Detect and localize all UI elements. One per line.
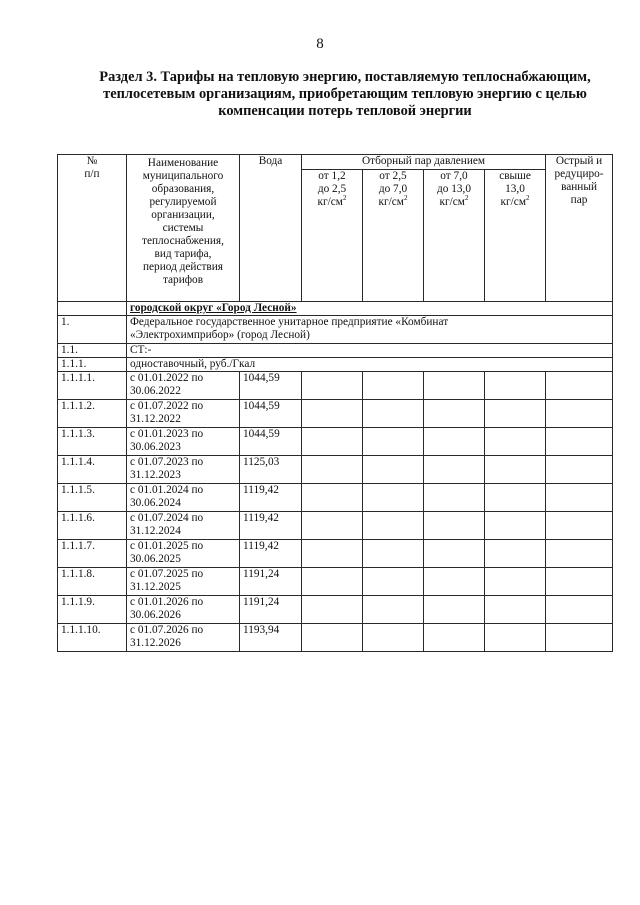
- table-row: [58, 484, 613, 512]
- table-row: [58, 456, 613, 484]
- organization-name-line: Федеральное государственное унитарное предприятие «Комбинат: [130, 316, 449, 328]
- row-sharp-steam-value: [546, 428, 613, 456]
- row-water-value: 1193,94: [240, 624, 302, 652]
- unit-text: кг/см: [317, 196, 343, 208]
- row-period-line: 30.06.2024: [130, 497, 181, 509]
- header-steam-line: свыше: [499, 170, 531, 182]
- row-steam-3-value: [424, 624, 485, 652]
- unit-text: кг/см: [439, 196, 465, 208]
- row-sharp-steam-value: [546, 512, 613, 540]
- header-sharp-line: редуциро-: [554, 168, 604, 180]
- tariff-type-row: [58, 358, 613, 372]
- row-steam-2-value: [363, 428, 424, 456]
- row-steam-1-value: [302, 568, 363, 596]
- organization-name-line: «Электрохимприбор» (город Лесной): [130, 329, 310, 341]
- row-steam-3-value: [424, 456, 485, 484]
- unit-text: кг/см: [378, 196, 404, 208]
- row-steam-1-value: [302, 596, 363, 624]
- row-steam-1-value: [302, 456, 363, 484]
- district-cell: [127, 302, 613, 316]
- header-number: [58, 155, 127, 302]
- row-period-line: с 01.07.2024 по: [130, 512, 204, 524]
- row-steam-4-value: [485, 484, 546, 512]
- row-steam-3-value: [424, 540, 485, 568]
- table-row: [58, 624, 613, 652]
- row-steam-1-value: [302, 624, 363, 652]
- table-row: [58, 428, 613, 456]
- row-period-line: с 01.01.2024 по: [130, 484, 204, 496]
- row-water-value: 1044,59: [240, 400, 302, 428]
- header-number-line: п/п: [84, 168, 100, 180]
- row-number: 1.1.1.7.: [58, 540, 127, 568]
- table-row: [58, 372, 613, 400]
- row-steam-1-value: [302, 540, 363, 568]
- row-steam-3-value: [424, 568, 485, 596]
- row-water-value: 1044,59: [240, 372, 302, 400]
- unit-superscript: 2: [403, 194, 408, 203]
- row-steam-2-value: [363, 596, 424, 624]
- row-water-value: 1044,59: [240, 428, 302, 456]
- page-number: 8: [316, 36, 324, 52]
- header-steam-1: [302, 170, 363, 302]
- row-sharp-steam-value: [546, 540, 613, 568]
- row-period: [127, 372, 240, 400]
- header-name-line: тарифов: [162, 274, 204, 286]
- row-sharp-steam-value: [546, 624, 613, 652]
- row-sharp-steam-value: [546, 596, 613, 624]
- row-steam-4-value: [485, 428, 546, 456]
- row-water-value: 1125,03: [240, 456, 302, 484]
- row-number: 1.1.1.8.: [58, 568, 127, 596]
- header-sharp-line: пар: [570, 194, 588, 206]
- row-water-value: 1119,42: [240, 540, 302, 568]
- row-number: 1.1.1.4.: [58, 456, 127, 484]
- row-number: 1.1.1.6.: [58, 512, 127, 540]
- header-name-line: период действия: [143, 261, 223, 273]
- row-steam-3-value: [424, 484, 485, 512]
- unit-superscript: 2: [525, 194, 530, 203]
- system-number: 1.1.: [58, 344, 127, 358]
- row-period-line: 31.12.2024: [130, 525, 181, 537]
- header-name-line: муниципального: [142, 170, 224, 182]
- row-sharp-steam-value: [546, 568, 613, 596]
- row-number: 1.1.1.5.: [58, 484, 127, 512]
- row-period-line: 30.06.2022: [130, 385, 181, 397]
- section-title-line: Раздел 3. Тарифы на тепловую энергию, поставляемую теплоснабжающим,: [99, 69, 591, 85]
- header-name: [127, 155, 240, 302]
- header-sharp-line: ванный: [561, 181, 597, 193]
- section-title-line: теплосетевым организациям, приобретающим тепловую энергию с целью: [103, 86, 587, 102]
- row-steam-3-value: [424, 428, 485, 456]
- row-steam-4-value: [485, 596, 546, 624]
- header-steam-group: Отборный пар давлением: [302, 155, 546, 170]
- row-period-line: с 01.07.2022 по: [130, 400, 204, 412]
- row-steam-4-value: [485, 540, 546, 568]
- tariff-type-number: 1.1.1.: [58, 358, 127, 372]
- row-period-line: 31.12.2022: [130, 413, 181, 425]
- row-steam-4-value: [485, 624, 546, 652]
- district-row: [58, 302, 613, 316]
- row-period-line: 30.06.2023: [130, 441, 181, 453]
- table-row: [58, 596, 613, 624]
- row-period: [127, 540, 240, 568]
- row-steam-1-value: [302, 428, 363, 456]
- header-name-line: Наименование: [147, 157, 219, 169]
- organization-number: 1.: [58, 316, 127, 344]
- row-steam-2-value: [363, 624, 424, 652]
- row-period-line: с 01.01.2022 по: [130, 372, 204, 384]
- row-number: 1.1.1.2.: [58, 400, 127, 428]
- row-steam-1-value: [302, 372, 363, 400]
- header-steam-line: до 7,0: [378, 183, 408, 195]
- row-number: 1.1.1.10.: [58, 624, 127, 652]
- row-period: [127, 428, 240, 456]
- table-row: [58, 400, 613, 428]
- header-steam-4: [485, 170, 546, 302]
- header-name-line: вид тарифа,: [154, 248, 212, 260]
- row-steam-3-value: [424, 596, 485, 624]
- row-steam-1-value: [302, 512, 363, 540]
- header-steam-unit: [488, 196, 542, 209]
- row-period-line: с 01.07.2023 по: [130, 456, 204, 468]
- row-water-value: 1191,24: [240, 596, 302, 624]
- row-period-line: с 01.07.2025 по: [130, 568, 204, 580]
- unit-superscript: 2: [342, 194, 347, 203]
- row-water-value: 1119,42: [240, 484, 302, 512]
- row-sharp-steam-value: [546, 484, 613, 512]
- row-period: [127, 400, 240, 428]
- district-number-cell: [58, 302, 127, 316]
- row-number: 1.1.1.9.: [58, 596, 127, 624]
- row-period-line: с 01.07.2026 по: [130, 624, 204, 636]
- row-steam-3-value: [424, 400, 485, 428]
- row-sharp-steam-value: [546, 400, 613, 428]
- row-water-value: 1191,24: [240, 568, 302, 596]
- section-title: [70, 69, 620, 120]
- header-steam-unit: [366, 196, 420, 209]
- row-period-line: с 01.01.2026 по: [130, 596, 204, 608]
- header-sharp-steam: [546, 155, 613, 302]
- row-period-line: с 01.01.2025 по: [130, 540, 204, 552]
- header-name-line: системы: [162, 222, 204, 234]
- row-steam-4-value: [485, 372, 546, 400]
- row-steam-2-value: [363, 400, 424, 428]
- row-period: [127, 456, 240, 484]
- row-steam-4-value: [485, 400, 546, 428]
- organization-row: [58, 316, 613, 344]
- row-period-line: 31.12.2026: [130, 637, 181, 649]
- row-steam-2-value: [363, 456, 424, 484]
- header-water: Вода: [240, 155, 302, 302]
- tariff-type-name: одноставочный, руб./Гкал: [127, 358, 613, 372]
- row-steam-2-value: [363, 512, 424, 540]
- row-sharp-steam-value: [546, 372, 613, 400]
- row-steam-3-value: [424, 512, 485, 540]
- header-steam-line: до 2,5: [317, 183, 347, 195]
- header-sharp-line: Острый и: [555, 155, 603, 167]
- row-period: [127, 624, 240, 652]
- header-steam-unit: [305, 196, 359, 209]
- row-number: 1.1.1.1.: [58, 372, 127, 400]
- header-name-line: организации,: [151, 209, 215, 221]
- unit-superscript: 2: [464, 194, 469, 203]
- row-period: [127, 596, 240, 624]
- header-steam-line: 13,0: [505, 183, 525, 195]
- header-name-line: образования,: [151, 183, 215, 195]
- header-name-line: теплоснабжения,: [142, 235, 224, 247]
- row-sharp-steam-value: [546, 456, 613, 484]
- row-period-line: 30.06.2026: [130, 609, 181, 621]
- row-period: [127, 512, 240, 540]
- row-period-line: 31.12.2023: [130, 469, 181, 481]
- table-row: [58, 512, 613, 540]
- row-period-line: 30.06.2025: [130, 553, 181, 565]
- row-period: [127, 484, 240, 512]
- district-label: городской округ «Город Лесной»: [130, 302, 297, 314]
- header-steam-unit: [427, 196, 481, 209]
- row-water-value: 1119,42: [240, 512, 302, 540]
- row-steam-4-value: [485, 456, 546, 484]
- header-steam-3: [424, 170, 485, 302]
- row-steam-2-value: [363, 484, 424, 512]
- header-name-line: регулируемой: [149, 196, 217, 208]
- section-title-line: компенсации потерь тепловой энергии: [218, 103, 472, 119]
- header-number-line: №: [86, 155, 98, 167]
- row-steam-2-value: [363, 568, 424, 596]
- header-steam-line: от 2,5: [379, 170, 407, 182]
- row-steam-4-value: [485, 568, 546, 596]
- header-steam-line: от 7,0: [440, 170, 468, 182]
- system-row: [58, 344, 613, 358]
- table-row: [58, 540, 613, 568]
- row-number: 1.1.1.3.: [58, 428, 127, 456]
- row-steam-2-value: [363, 540, 424, 568]
- row-steam-4-value: [485, 512, 546, 540]
- header-steam-2: [363, 170, 424, 302]
- row-steam-2-value: [363, 372, 424, 400]
- row-steam-1-value: [302, 400, 363, 428]
- system-name: СТ:-: [127, 344, 613, 358]
- row-period-line: с 01.01.2023 по: [130, 428, 204, 440]
- unit-text: кг/см: [500, 196, 526, 208]
- table-row: [58, 568, 613, 596]
- row-steam-3-value: [424, 372, 485, 400]
- tariff-table: [57, 154, 613, 652]
- row-period: [127, 568, 240, 596]
- header-steam-line: от 1,2: [318, 170, 346, 182]
- row-period-line: 31.12.2025: [130, 581, 181, 593]
- row-steam-1-value: [302, 484, 363, 512]
- header-steam-line: до 13,0: [437, 183, 471, 195]
- organization-name: [127, 316, 613, 344]
